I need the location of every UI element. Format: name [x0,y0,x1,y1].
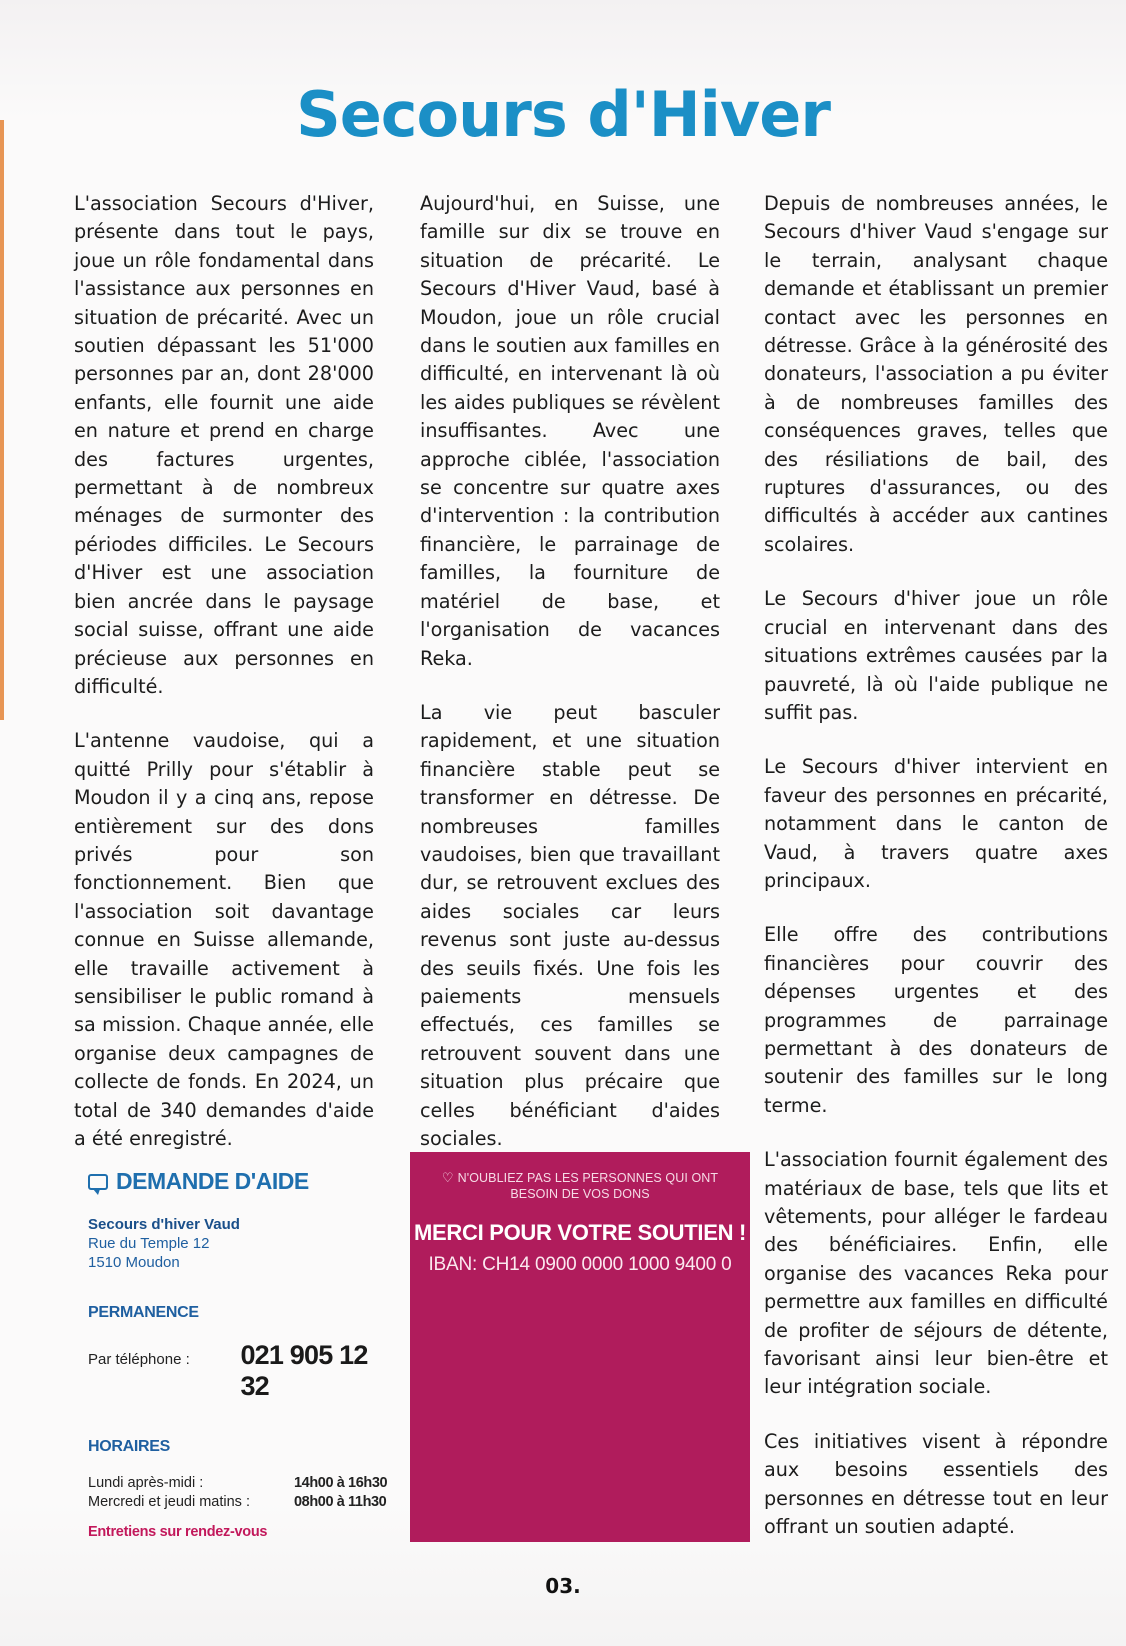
paragraph: L'association fournit également des matériaux de base, tels que lits et vêtements, pour alléger le fardeau des bénéficiaires. Enfin, elle organise des vacances Reka pour permettre aux familles en difficulté de profiter de séjours de détente, favorisant ainsi leur bien-être et leur intégration sociale. [764,1148,1108,1399]
page-number: 03. [545,1574,581,1598]
aid-request-header [88,1168,398,1195]
permanence-title: PERMANENCE [88,1304,199,1321]
hours-title: HORAIRES [88,1438,171,1455]
paragraph: Le Secours d'hiver joue un rôle crucial en intervenant dans des situations extrêmes causées par la pauvreté, là où l'aide publique ne suffit pas. [764,587,1108,724]
aid-request-title: DEMANDE D'AIDE [116,1168,309,1194]
heart-icon: ♡ [441,1170,454,1185]
aid-request-box [88,1168,398,1540]
donation-reminder-text: N'OUBLIEZ PAS LES PERSONNES QUI ONT BESOIN DE VOS DONS [457,1171,719,1201]
paragraph: Elle offre des contributions financières pour couvrir des dépenses urgentes et des programmes de parrainage permettant à des donateurs de soutenir des familles sur le long terme. [764,923,1108,1117]
phone-number: 021 905 12 32 [240,1340,368,1401]
text-column-3 [764,190,1108,1567]
city-address: 1510 Moudon [88,1254,180,1271]
phone-row [88,1340,398,1402]
paragraph: Le Secours d'hiver intervient en faveur des personnes en précarité, notamment dans le canton de Vaud, à travers quatre axes principaux. [764,755,1108,892]
appointment-note: Entretiens sur rendez-vous [88,1524,268,1540]
paragraph: La vie peut basculer rapidement, et une situation financière stable peut se transformer en détresse. De nombreuses familles vaudoises, bien que travaillant dur, se retrouvent exclues des aides sociales car leurs revenus sont juste au-dessus des seuils fixés. Une fois les paiements mensuels effectués, ces familles se retrouvent souvent dans une situation plus précaire que celles bénéficiant d'aides sociales. [420,700,720,1150]
text-column-2 [420,190,720,1179]
donation-iban: IBAN: CH14 0900 0000 1000 9400 0 [428,1254,732,1275]
hours-row [88,1474,398,1493]
page-title: Secours d'Hiver [296,78,830,151]
chat-bubble-icon [88,1174,108,1190]
hours-value: 14h00 à 16h30 [294,1475,388,1491]
donation-box [410,1152,750,1542]
hours-label: Mercredi et jeudi matins : [88,1494,250,1510]
hours-row [88,1493,398,1512]
address-block [88,1215,398,1272]
page-edge-accent [0,120,4,720]
hours-label: Lundi après-midi : [88,1475,204,1491]
org-name: Secours d'hiver Vaud [88,1216,240,1233]
text-column-1 [74,190,374,1179]
paragraph: Ces initiatives visent à répondre aux besoins essentiels des personnes en détresse tout en leur offrant un soutien adapté. [764,1429,1108,1539]
hours-value: 08h00 à 11h30 [294,1494,387,1510]
paragraph: L'antenne vaudoise, qui a quitté Prilly pour s'établir à Moudon il y a cinq ans, repose entièrement sur des dons privés pour son fonctionnement. Bien que l'association soit davantage connue en Suisse allemande, elle travaille activement à sensibiliser le public romand à sa mission. Chaque année, elle organise deux campagnes de collecte de fonds. En 2024, un total de 340 demandes d'aide a été enregistré. [74,729,374,1150]
paragraph: Depuis de nombreuses années, le Secours d'hiver Vaud s'engage sur le terrain, analysant chaque demande et établissant un premier contact avec les personnes en détresse. Grâce à la générosité des donateurs, l'association a pu éviter à de nombreuses familles des conséquences graves, telles que des résiliations de bail, des ruptures d'assurances, ou des difficultés à accéder aux cantines scolaires. [764,192,1108,556]
donation-thanks: MERCI POUR VOTRE SOUTIEN ! [414,1220,746,1245]
street-address: Rue du Temple 12 [88,1235,210,1252]
donation-reminder [436,1170,724,1202]
phone-label: Par téléphone : [88,1351,190,1368]
paragraph: L'association Secours d'Hiver, présente dans tout le pays, joue un rôle fondamental dans l'assistance aux personnes en situation de précarité. Avec un soutien dépassant les 51'000 personnes par an, dont 28'000 enfants, elle fournit une aide en nature et prend en charge des factures urgentes, permettant à de nombreux ménages de surmonter des périodes difficiles. Le Secours d'Hiver est une association bien ancrée dans le paysage social suisse, offrant une aide précieuse aux personnes en difficulté. [74,192,374,698]
paragraph: Aujourd'hui, en Suisse, une famille sur dix se trouve en situation de précarité. Le Secours d'Hiver Vaud, basé à Moudon, joue un rôle crucial dans le soutien aux familles en difficulté, en intervenant là où les aides publiques se révèlent insuffisantes. Avec une approche ciblée, l'association se concentre sur quatre axes d'intervention : la contribution financière, le parrainage de familles, la fourniture de matériel de base, et l'organisation de vacances Reka. [420,192,720,670]
